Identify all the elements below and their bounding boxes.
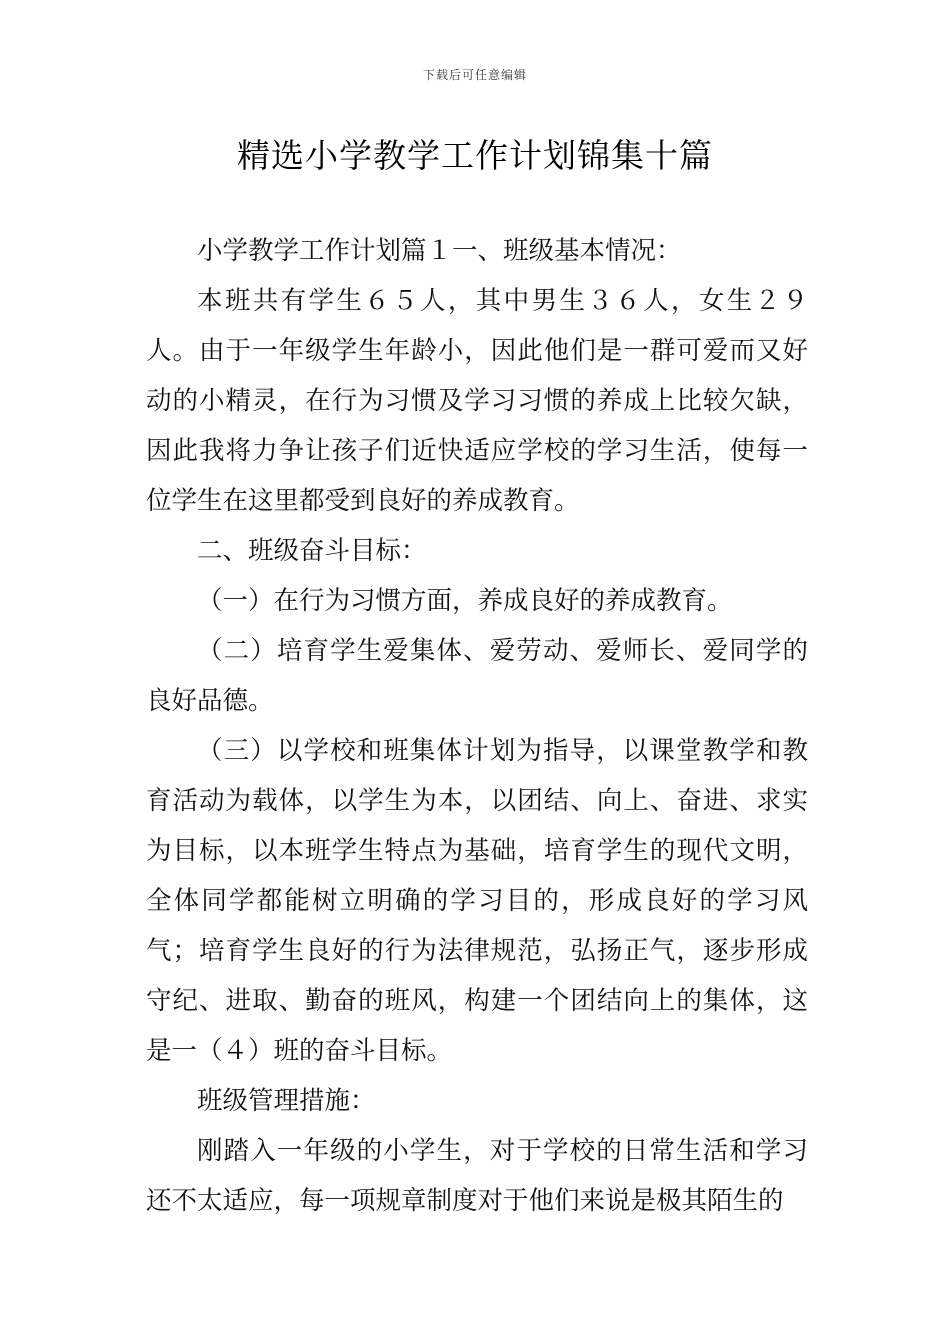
document-body (146, 226, 808, 1226)
paragraph: 小学教学工作计划篇１一、班级基本情况： (197, 236, 682, 266)
paragraph: 本班共有学生６５人，其中男生３６人，女生２９人。由于一年级学生年龄小，因此他们是一群可爱而又好动的小精灵，在行为习惯及学习习惯的养成上比较欠缺，因此我将力争让孩子们近快适应学校的学习生活，使每一位学生在这里都受到良好的养成教育。 (146, 286, 808, 516)
paragraph: （二）培育学生爱集体、爱劳动、爱师长、爱同学的良好品德。 (146, 636, 808, 716)
paragraph: 二、班级奋斗目标： (197, 536, 427, 566)
document-title: 精选小学教学工作计划锦集十篇 (237, 136, 713, 175)
header-note: 下载后可任意编辑 (422, 68, 527, 82)
paragraph: （一）在行为习惯方面，养成良好的养成教育。 (197, 586, 733, 616)
paragraph: （三）以学校和班集体计划为指导，以课堂教学和教育活动为载体，以学生为本，以团结、向上、奋进、求实为目标，以本班学生特点为基础，培育学生的现代文明，全体同学都能树立明确的学习目的，形成良好的学习风气；培育学生良好的行为法律规范，弘扬正气，逐步形成守纪、进取、勤奋的班风，构建一个团结向上的集体，这是一（４）班的奋斗目标。 (146, 736, 808, 1066)
paragraph: 班级管理措施： (197, 1086, 376, 1116)
paragraph: 刚踏入一年级的小学生，对于学校的日常生活和学习还不太适应，每一项规章制度对于他们来说是极其陌生的 (146, 1136, 808, 1216)
